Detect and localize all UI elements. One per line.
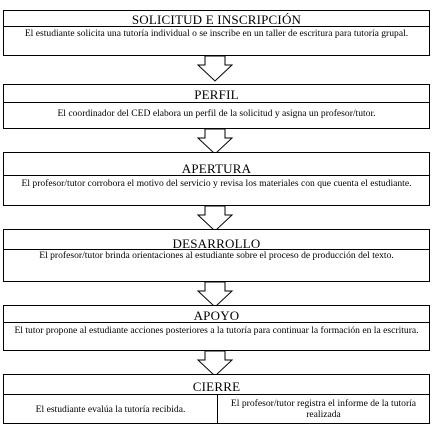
cierre-right-cell: El profesor/tutor registra el informe de la tutoría realizada — [230, 398, 417, 420]
cierre-left-cell: El estudiante evalúa la tutoría recibida. — [4, 395, 218, 423]
step-description: El profesor/tutor corrobora el motivo del servicio y revisa los materiales con que cuenta el estudiante. — [21, 178, 412, 189]
step-title: PERFIL — [194, 87, 239, 102]
divider — [4, 102, 429, 103]
divider — [4, 26, 429, 27]
step-desarrollo — [3, 229, 430, 282]
step-title: DESARROLLO — [172, 236, 261, 251]
step-solicitud — [3, 10, 430, 56]
step-cierre — [3, 374, 430, 424]
step-apoyo — [3, 305, 430, 351]
step-title: APERTURA — [181, 161, 252, 176]
down-arrow-icon — [197, 56, 233, 82]
step-description: El tutor propone al estudiante acciones posteriores a la tutoría para continuar la formación en la escritura. — [14, 325, 419, 336]
step-perfil — [3, 84, 430, 129]
divider — [4, 175, 429, 176]
step-title: CIERRE — [192, 379, 241, 394]
cierre-split-row — [4, 395, 429, 423]
step-title: SOLICITUD E INSCRIPCIÓN — [131, 12, 302, 27]
step-title: APOYO — [193, 308, 240, 323]
step-description: El estudiante solicita una tutoría individual o se inscribe en un taller de escritura para tutoría grupal. — [24, 28, 409, 39]
step-description: El profesor/tutor brinda orientaciones al estudiante sobre el proceso de producción del texto. — [39, 250, 394, 261]
step-description: El coordinador del CED elabora un perfil de la solicitud y asigna un profesor/tutor. — [57, 108, 376, 119]
divider — [4, 322, 429, 323]
step-apertura — [3, 152, 430, 206]
